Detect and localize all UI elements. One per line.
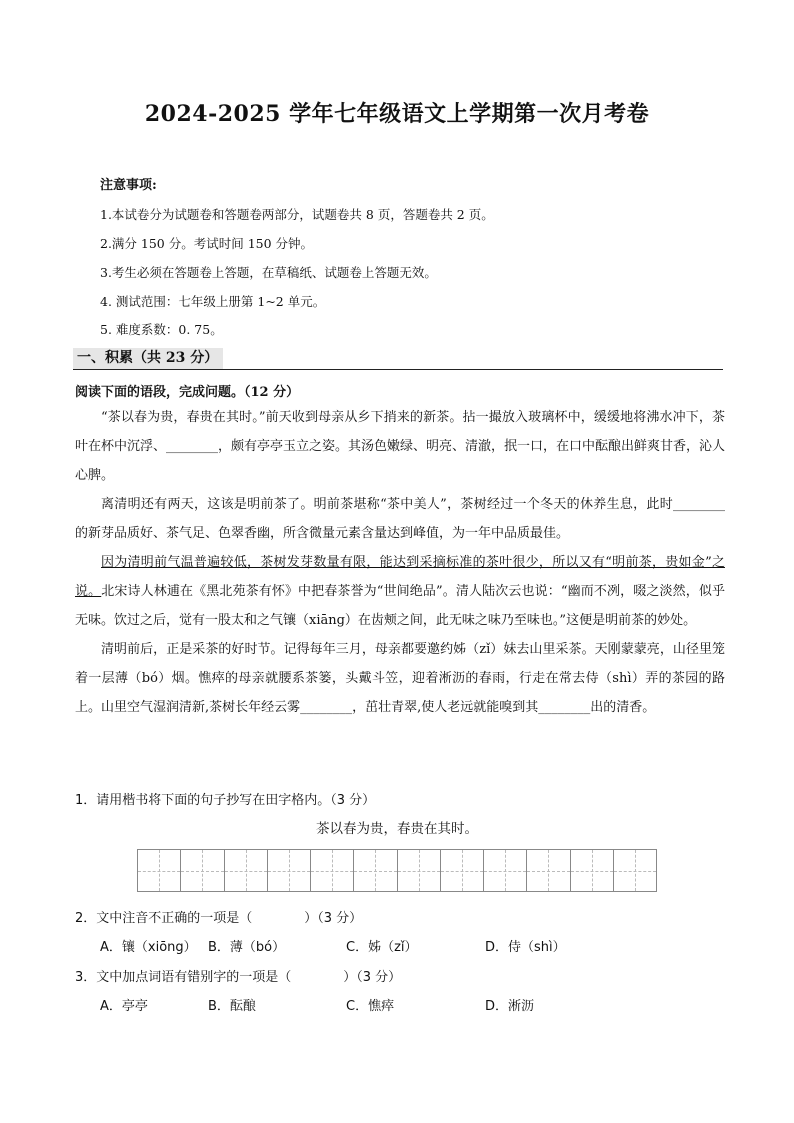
passage-paragraph-4: 清明前后，正是采茶的好时节。记得每年三月，母亲都要邀约姊（zǐ）妹去山里采茶。天刚蒙蒙亮，山径里笼着一层薄（bó）烟。憔瘁的母亲就腰系茶篓，头戴斗笠，迎着淅沥的春雨，行走在常去侍（shì）弄的茶园的路上。山里空气湿润清新,茶树长年经云雾________，茁壮青翠,使人老远就能嗅到其________出的清香。 xyxy=(75,642,725,715)
reading-passage xyxy=(75,403,725,722)
grid-cell[interactable] xyxy=(268,850,311,891)
option-a[interactable]: A．亭亭 xyxy=(100,999,148,1014)
question-2-stem: 2．文中注音不正确的一项是（ ）（3 分） xyxy=(75,911,363,926)
option-d[interactable]: D．淅沥 xyxy=(485,999,535,1014)
notice-item: 4. 测试范围：七年级上册第 1~2 单元。 xyxy=(100,294,326,309)
option-c[interactable]: C．憔瘁 xyxy=(346,999,395,1014)
question-1-stem: 1．请用楷书将下面的句子抄写在田字格内。（3 分） xyxy=(75,793,376,808)
option-d[interactable]: D．侍（shì） xyxy=(485,940,566,955)
tianzige-grid[interactable] xyxy=(137,849,657,892)
grid-cell[interactable] xyxy=(225,850,268,891)
reading-heading: 阅读下面的语段，完成问题。（12 分） xyxy=(75,385,300,400)
grid-cell[interactable] xyxy=(441,850,484,891)
grid-cell[interactable] xyxy=(484,850,527,891)
grid-cell[interactable] xyxy=(311,850,354,891)
grid-cell[interactable] xyxy=(354,850,397,891)
grid-cell[interactable] xyxy=(527,850,570,891)
section-heading: 一、积累（共 23 分） xyxy=(73,348,223,369)
notice-item: 5. 难度系数：0. 75。 xyxy=(100,322,223,337)
option-a[interactable]: A．镶（xiōng） xyxy=(100,940,197,955)
page-title: 2024-2025 学年七年级语文上学期第一次月考卷 xyxy=(144,101,650,127)
option-b[interactable]: B．薄（bó） xyxy=(208,940,286,955)
notice-item: 3.考生必须在答题卷上答题，在草稿纸、试题卷上答题无效。 xyxy=(100,265,437,280)
copy-sentence: 茶以春为贵，春贵在其时。 xyxy=(316,821,478,837)
grid-cell[interactable] xyxy=(571,850,614,891)
grid-cell[interactable] xyxy=(138,850,181,891)
notice-item: 1.本试卷分为试题卷和答题卷两部分，试题卷共 8 页，答题卷共 2 页。 xyxy=(100,207,494,222)
passage-paragraph-2: 离清明还有两天，这该是明前茶了。明前茶堪称“茶中美人”，茶树经过一个冬天的休养生息，此时________的新芽品质好、茶气足、色翠香幽，所含微量元素含量达到峰值，为一年中品质最佳。 xyxy=(75,497,725,541)
passage-paragraph-3 xyxy=(75,548,725,635)
section-divider xyxy=(73,369,723,370)
question-3-stem: 3．文中加点词语有错别字的一项是（ ）（3 分） xyxy=(75,970,402,985)
option-c[interactable]: C．姊（zǐ） xyxy=(346,940,418,955)
grid-cell[interactable] xyxy=(181,850,224,891)
underlined-sentence: 因为清明前气温普遍较低，茶树发芽数量有限，能达到采摘标准的茶叶很少，所以又有“明前茶，贵如金”之说。 xyxy=(75,555,725,599)
passage-text: 北宋诗人林逋在《黑北苑茶有怀》中把春茶誉为“世间绝品”。清人陆次云也说：“幽而不冽，啜之淡然，似乎无味。饮过之后，觉有一股太和之气镶（xiāng）在齿颊之间，此无味之味乃至味也。”这便是明前茶的妙处。 xyxy=(75,584,725,628)
grid-cell[interactable] xyxy=(398,850,441,891)
passage-paragraph-1: “茶以春为贵，春贵在其时。”前天收到母亲从乡下捎来的新茶。拈一撮放入玻璃杯中，缓缓地将沸水冲下，茶叶在杯中沉浮、________，颇有亭亭玉立之姿。其汤色嫩绿、明亮、清澈，抿一口，在口中酝酿出鲜爽甘香，沁人心脾。 xyxy=(75,410,726,483)
option-b[interactable]: B．酝酿 xyxy=(208,999,256,1014)
notice-heading: 注意事项: xyxy=(100,178,157,193)
grid-cell[interactable] xyxy=(614,850,656,891)
notice-item: 2.满分 150 分。考试时间 150 分钟。 xyxy=(100,236,314,251)
